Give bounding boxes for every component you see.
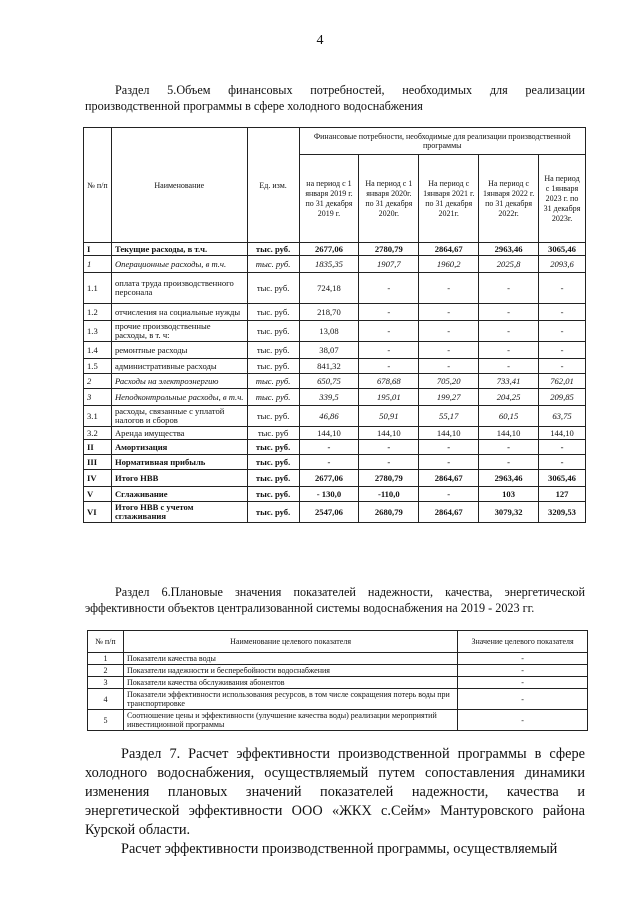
row-name: Итого НВВ с учетом сглаживания xyxy=(111,502,247,523)
row-value: - xyxy=(479,304,539,321)
row-unit: тыс. руб. xyxy=(247,374,299,389)
row-value: 841,32 xyxy=(299,359,359,374)
row-value: 144,10 xyxy=(419,427,479,440)
col-header-no: № п/п xyxy=(84,128,112,243)
indicator-name: Показатели эффективности использования ресурсов, в том числе сокращения потерь воды при транспортировке xyxy=(123,689,457,710)
row-value: 55,17 xyxy=(419,406,479,427)
period-header: На период с 1января 2023 г. по 31 декабря 2023г. xyxy=(539,155,586,243)
row-value: 103 xyxy=(479,487,539,502)
t2-col-header-name: Наименование целевого показателя xyxy=(123,631,457,653)
row-value: 733,41 xyxy=(479,374,539,389)
financial-needs-table xyxy=(83,127,586,523)
section5-heading-line1: Раздел 5.Объем финансовых потребностей, необходимых для реализации xyxy=(115,83,585,97)
section7-paragraph2 xyxy=(85,840,585,859)
table-row xyxy=(84,470,586,487)
row-value: 705,20 xyxy=(419,374,479,389)
indicator-name: Показатели надежности и бесперебойности водоснабжения xyxy=(123,665,457,677)
table-row xyxy=(84,342,586,359)
row-value: 762,01 xyxy=(539,374,586,389)
table-row xyxy=(84,243,586,256)
row-value: 2864,67 xyxy=(419,470,479,487)
row-value: - xyxy=(419,321,479,342)
row-unit: тыс. руб. xyxy=(247,321,299,342)
row-value: 63,75 xyxy=(539,406,586,427)
row-no: 1.3 xyxy=(84,321,112,342)
row-name: Неподконтрольные расходы, в т.ч. xyxy=(111,389,247,406)
row-value: - xyxy=(479,455,539,470)
table-row xyxy=(84,440,586,455)
row-unit: тыс. руб. xyxy=(247,440,299,455)
row-value: - xyxy=(479,273,539,304)
row-value: 3079,32 xyxy=(479,502,539,523)
table-row xyxy=(84,273,586,304)
table-row xyxy=(88,653,588,665)
row-value: 3209,53 xyxy=(539,502,586,523)
row-value: - xyxy=(359,440,419,455)
row-value: - xyxy=(479,359,539,374)
row-value: 678,68 xyxy=(359,374,419,389)
row-unit: тыс. руб. xyxy=(247,359,299,374)
row-name: Аренда имущества xyxy=(111,427,247,440)
indicator-value: - xyxy=(458,665,588,677)
table-row xyxy=(84,487,586,502)
row-no: 3 xyxy=(84,389,112,406)
row-unit: тыс. руб xyxy=(247,427,299,440)
row-unit: тыс. руб. xyxy=(247,342,299,359)
row-name: расходы, связанные с уплатой налогов и сборов xyxy=(111,406,247,427)
row-name: оплата труда производственного персонала xyxy=(111,273,247,304)
section5-heading xyxy=(85,82,585,114)
row-value: - xyxy=(419,273,479,304)
row-value: 339,5 xyxy=(299,389,359,406)
row-value: - xyxy=(359,273,419,304)
row-value: - xyxy=(359,304,419,321)
row-no: I xyxy=(84,243,112,256)
row-value: - xyxy=(419,487,479,502)
row-unit: тыс. руб. xyxy=(247,487,299,502)
row-name: Нормативная прибыль xyxy=(111,455,247,470)
row-value: 2677,06 xyxy=(299,243,359,256)
period-header: На период с 1января 2021 г. по 31 декабря 2021г. xyxy=(419,155,479,243)
row-value: 144,10 xyxy=(479,427,539,440)
row-unit: тыс. руб. xyxy=(247,273,299,304)
row-name: прочие производственные расходы, в т. ч: xyxy=(111,321,247,342)
row-no: II xyxy=(84,440,112,455)
row-value: - xyxy=(539,359,586,374)
row-value: 2963,46 xyxy=(479,470,539,487)
row-value: 38,07 xyxy=(299,342,359,359)
indicator-name: Соотношение цены и эффективности (улучшение качества воды) реализации мероприятий инвестиционной программы xyxy=(123,710,457,731)
table-row xyxy=(84,256,586,273)
row-value: - xyxy=(359,342,419,359)
row-value: - xyxy=(539,455,586,470)
financial-rows xyxy=(84,243,586,523)
row-unit: тыс. руб. xyxy=(247,256,299,273)
row-name: ремонтные расходы xyxy=(111,342,247,359)
row-value: 209,85 xyxy=(539,389,586,406)
row-unit: тыс. руб. xyxy=(247,406,299,427)
row-unit: тыс. руб. xyxy=(247,455,299,470)
row-value: - 130,0 xyxy=(299,487,359,502)
table-row xyxy=(84,374,586,389)
table-row xyxy=(84,502,586,523)
row-name: Амортизация xyxy=(111,440,247,455)
indicator-value: - xyxy=(458,689,588,710)
row-value: - xyxy=(359,359,419,374)
row-value: - xyxy=(479,440,539,455)
period-header: На период с 1 января 2020г. по 31 декабря 2020г. xyxy=(359,155,419,243)
t2-col-header-value: Значение целевого показателя xyxy=(458,631,588,653)
col-header-name: Наименование xyxy=(111,128,247,243)
row-value: - xyxy=(419,440,479,455)
row-value: - xyxy=(419,342,479,359)
row-value: - xyxy=(359,321,419,342)
row-value: 218,70 xyxy=(299,304,359,321)
row-unit: тыс. руб. xyxy=(247,243,299,256)
row-value: - xyxy=(479,342,539,359)
period-header: на период с 1 января 2019 г. по 31 декабря 2019 г. xyxy=(299,155,359,243)
period-header: На период с 1января 2022 г. по 31 декабря 2022г. xyxy=(479,155,539,243)
row-no: 1.1 xyxy=(84,273,112,304)
row-unit: тыс. руб. xyxy=(247,304,299,321)
row-value: 724,18 xyxy=(299,273,359,304)
section5-heading-line2: производственной программы в сфере холодного водоснабжения xyxy=(85,99,423,113)
table-row xyxy=(84,455,586,470)
row-no: V xyxy=(84,487,112,502)
row-no: 1.5 xyxy=(84,359,112,374)
row-value: 2780,79 xyxy=(359,470,419,487)
row-name: Текущие расходы, в т.ч. xyxy=(111,243,247,256)
row-name: отчисления на социальные нужды xyxy=(111,304,247,321)
row-value: 1960,2 xyxy=(419,256,479,273)
row-value: 2093,6 xyxy=(539,256,586,273)
section7-text: Раздел 7. Расчет эффективности производственной программы в сфере холодного водоснабжения, осуществляемый путем сопоставления динамики изменения плановых значений показателей надежности, качества и энергетической эффективности ООО «ЖКХ с.Сейм» Мантуровского района Курской области. xyxy=(85,746,585,838)
row-value: 204,25 xyxy=(479,389,539,406)
row-value: 1907,7 xyxy=(359,256,419,273)
row-value: - xyxy=(299,455,359,470)
row-value: 199,27 xyxy=(419,389,479,406)
row-value: 13,08 xyxy=(299,321,359,342)
row-no: 2 xyxy=(84,374,112,389)
row-value: 2680,79 xyxy=(359,502,419,523)
row-value: - xyxy=(539,440,586,455)
row-value: - xyxy=(479,321,539,342)
row-no: 3.2 xyxy=(84,427,112,440)
row-no: 3.1 xyxy=(84,406,112,427)
row-value: 127 xyxy=(539,487,586,502)
indicator-name: Показатели качества обслуживания абонентов xyxy=(123,677,457,689)
indicator-no: 5 xyxy=(88,710,124,731)
row-value: 60,15 xyxy=(479,406,539,427)
indicator-no: 4 xyxy=(88,689,124,710)
row-value: - xyxy=(419,455,479,470)
row-value: - xyxy=(419,359,479,374)
row-value: 50,91 xyxy=(359,406,419,427)
section6-heading xyxy=(85,584,585,616)
row-no: III xyxy=(84,455,112,470)
row-value: 1835,35 xyxy=(299,256,359,273)
row-value: 46,86 xyxy=(299,406,359,427)
indicator-no: 3 xyxy=(88,677,124,689)
row-value: - xyxy=(419,304,479,321)
indicator-value: - xyxy=(458,710,588,731)
row-unit: тыс. руб. xyxy=(247,470,299,487)
section7-text2: Расчет эффективности производственной программы, осуществляемый xyxy=(121,841,558,857)
row-value: 650,75 xyxy=(299,374,359,389)
row-value: 144,10 xyxy=(359,427,419,440)
row-unit: тыс. руб. xyxy=(247,502,299,523)
table-row xyxy=(84,321,586,342)
indicator-value: - xyxy=(458,677,588,689)
row-no: 1.4 xyxy=(84,342,112,359)
row-value: 2963,46 xyxy=(479,243,539,256)
section6-heading-line2: эффективности объектов централизованной системы водоснабжения на 2019 - 2023 гг. xyxy=(85,601,535,615)
row-unit: тыс. руб. xyxy=(247,389,299,406)
indicator-no: 1 xyxy=(88,653,124,665)
row-value: - xyxy=(539,273,586,304)
row-value: - xyxy=(359,455,419,470)
table-row xyxy=(84,389,586,406)
row-value: - xyxy=(539,342,586,359)
row-value: - xyxy=(299,440,359,455)
row-value: 3065,46 xyxy=(539,243,586,256)
row-value: 2677,06 xyxy=(299,470,359,487)
row-name: Расходы на электроэнергию xyxy=(111,374,247,389)
row-value: 3065,46 xyxy=(539,470,586,487)
row-value: 2547,06 xyxy=(299,502,359,523)
row-value: 2864,67 xyxy=(419,502,479,523)
row-value: - xyxy=(539,321,586,342)
row-value: -110,0 xyxy=(359,487,419,502)
row-name: Сглаживание xyxy=(111,487,247,502)
table-row xyxy=(88,665,588,677)
table-row xyxy=(84,359,586,374)
page-number: 4 xyxy=(316,33,324,48)
indicators-table xyxy=(87,630,588,731)
row-value: 144,10 xyxy=(299,427,359,440)
table-row xyxy=(88,710,588,731)
row-no: VI xyxy=(84,502,112,523)
col-header-group: Финансовые потребности, необходимые для реализации производственной программы xyxy=(299,128,585,155)
col-header-unit: Ед. изм. xyxy=(247,128,299,243)
indicator-name: Показатели качества воды xyxy=(123,653,457,665)
row-value: - xyxy=(539,304,586,321)
row-no: IV xyxy=(84,470,112,487)
indicator-no: 2 xyxy=(88,665,124,677)
section7-paragraph xyxy=(85,745,585,840)
table-row xyxy=(84,406,586,427)
row-name: Операционные расходы, в т.ч. xyxy=(111,256,247,273)
table-row xyxy=(84,427,586,440)
t2-col-header-no: № п/п xyxy=(88,631,124,653)
indicator-value: - xyxy=(458,653,588,665)
row-value: 2864,67 xyxy=(419,243,479,256)
row-value: 2025,8 xyxy=(479,256,539,273)
row-no: 1.2 xyxy=(84,304,112,321)
table-row xyxy=(88,677,588,689)
row-value: 2780,79 xyxy=(359,243,419,256)
table-row xyxy=(88,689,588,710)
row-name: Итого НВВ xyxy=(111,470,247,487)
row-value: 144,10 xyxy=(539,427,586,440)
row-no: 1 xyxy=(84,256,112,273)
indicator-rows xyxy=(88,653,588,731)
table-row xyxy=(84,304,586,321)
row-name: административные расходы xyxy=(111,359,247,374)
section6-heading-line1: Раздел 6.Плановые значения показателей надежности, качества, энергетической xyxy=(115,585,585,599)
row-value: 195,01 xyxy=(359,389,419,406)
